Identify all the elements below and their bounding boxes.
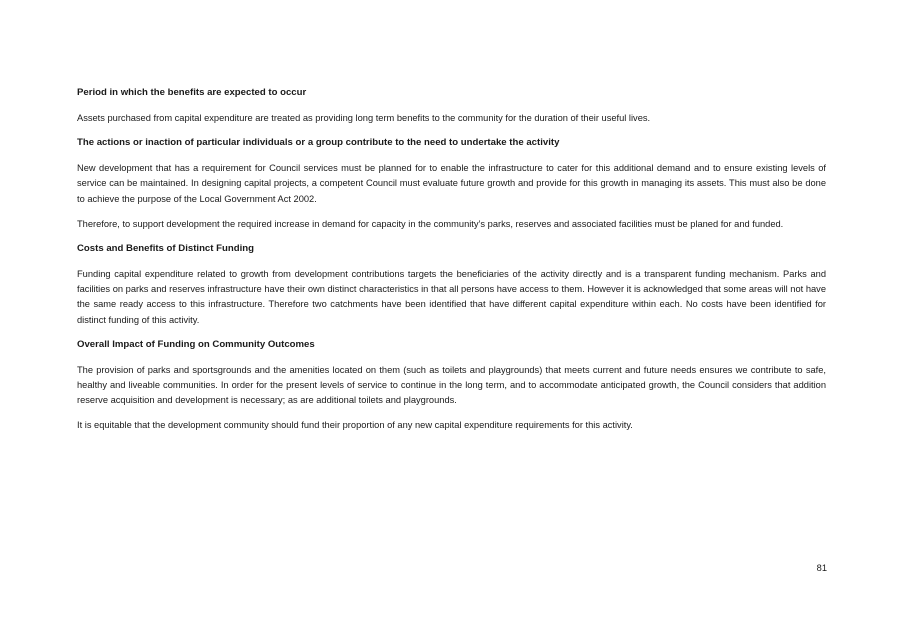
section-heading-benefits-period: Period in which the benefits are expected to occur <box>77 87 307 98</box>
paragraph-therefore-support: Therefore, to support development the required increase in demand for capacity in the community’s parks, reserves and associated facilities must be planed for and funded. <box>77 218 784 229</box>
section-heading-actions-inaction: The actions or inaction of particular individuals or a group contribute to the need to undertake the activity <box>77 137 560 149</box>
document-body <box>77 86 826 444</box>
paragraph-funding-capital: Funding capital expenditure related to growth from development contributions targets the beneficiaries of the activity directly and is a transparent funding mechanism. Parks and facilities on parks and reserves infrastructure have their own distinct characteristics in that all persons have access to them. However it is acknowledged that some areas will not have the same ready access to this infrastructure. Therefore two catchments have been identified that have different capital expenditure within each. No costs have been identified for distinct funding of this activity. <box>77 269 826 325</box>
paragraph-provision-parks: The provision of parks and sportsgrounds and the amenities located on them (such as toilets and playgrounds) that meets current and future needs ensures we contribute to safe, healthy and liveable communities. In order for the present levels of service to continue in the long term, and to accommodate anticipated growth, the Council considers that addition reserve acquisition and development is necessary; as are additional toilets and playgrounds. <box>77 364 826 406</box>
section-heading-overall-impact: Overall Impact of Funding on Community Outcomes <box>77 338 315 350</box>
paragraph-new-development: New development that has a requirement for Council services must be planned for to enable the infrastructure to cater for this additional demand and to ensure existing levels of service can be maintained. In designing capital projects, a competent Council must evaluate future growth and provide for this growth in managing its assets. This must also be done to achieve the purpose of the Local Government Act 2002. <box>77 163 826 204</box>
paragraph-useful-lives: Assets purchased from capital expenditure are treated as providing long term benefits to the community for the duration of their useful lives. <box>77 113 651 123</box>
section-heading-costs-benefits: Costs and Benefits of Distinct Funding <box>77 243 254 255</box>
paragraph-equitable: It is equitable that the development community should fund their proportion of any new capital expenditure requirements for this activity. <box>77 420 633 431</box>
page-number: 81 <box>816 563 827 573</box>
